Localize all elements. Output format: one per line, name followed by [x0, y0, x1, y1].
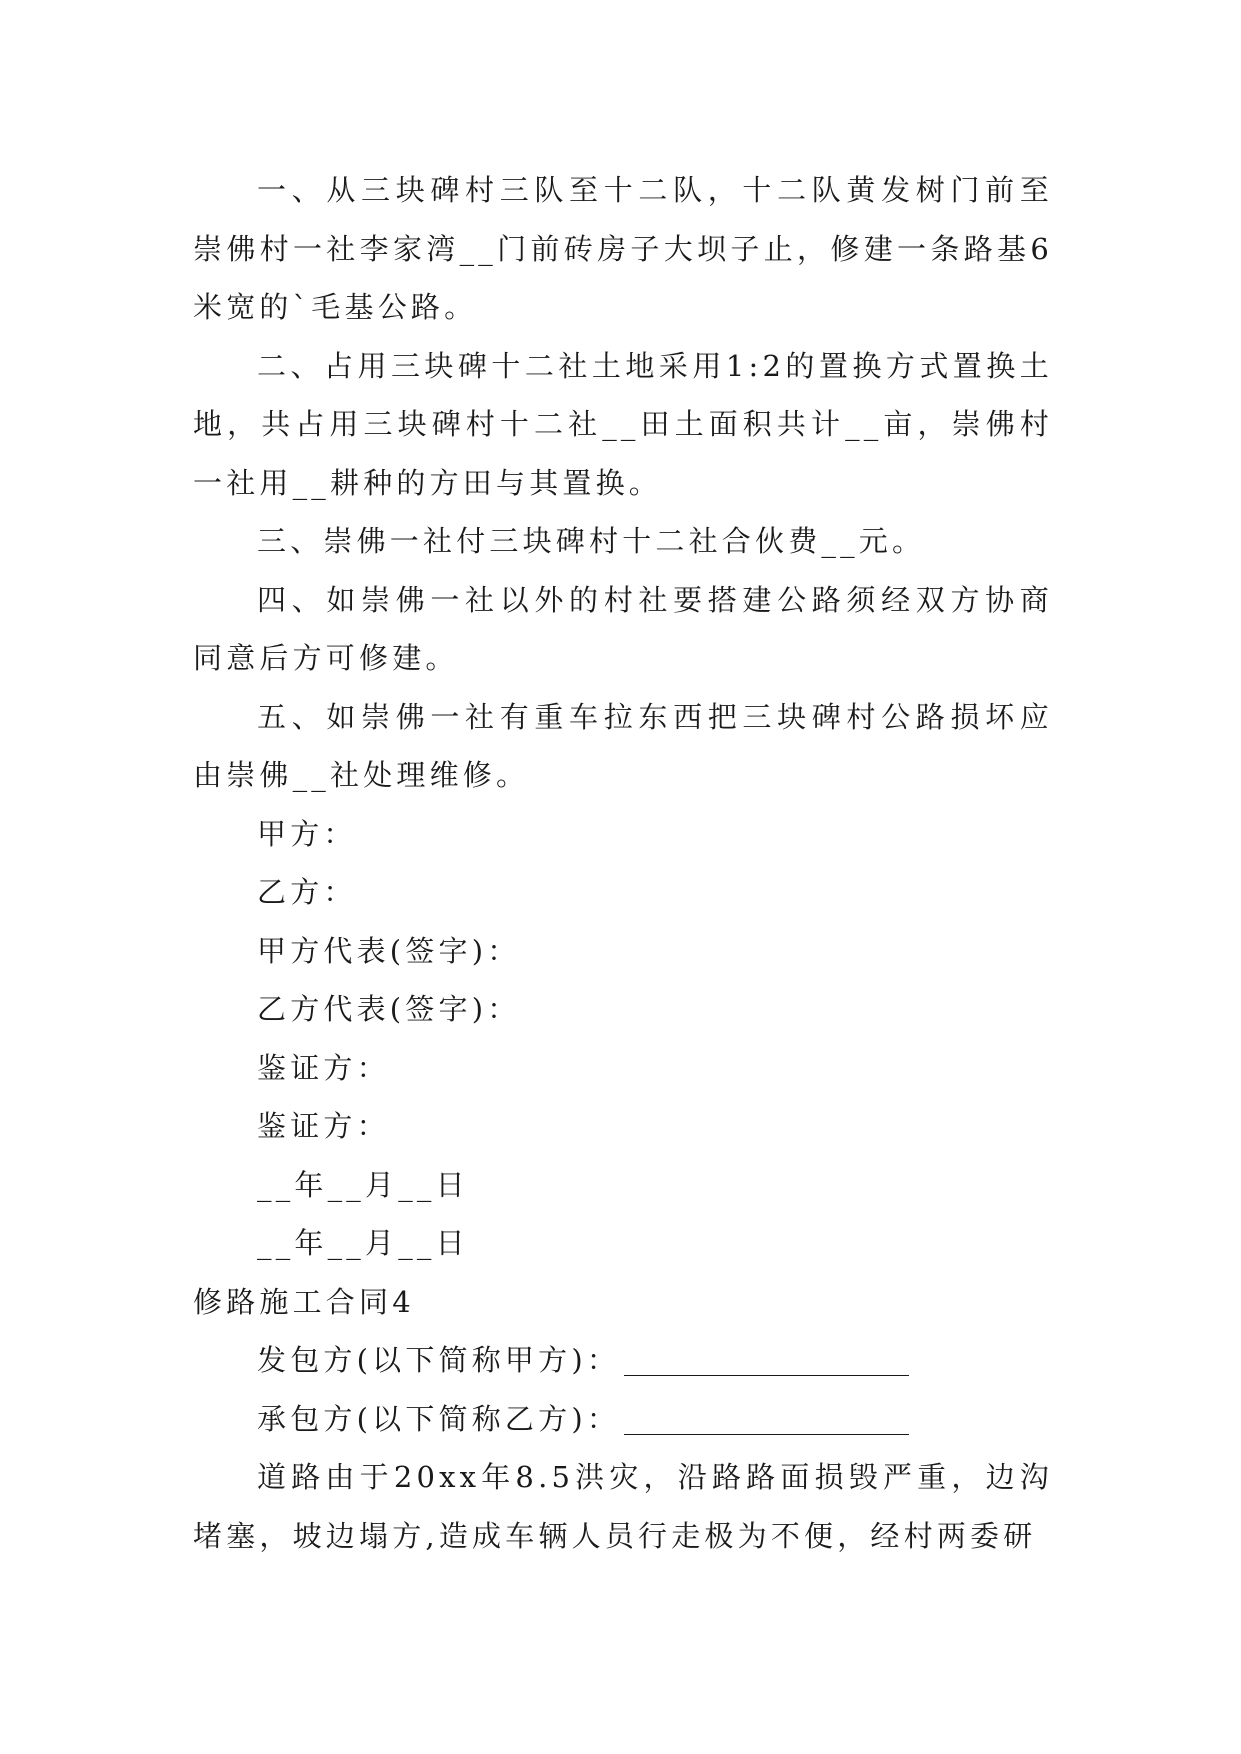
- contractor-blank-field: [624, 1404, 909, 1435]
- employer-line: [193, 1331, 1053, 1390]
- document-body: [193, 161, 1053, 1565]
- section-title: 修路施工合同4: [193, 1284, 415, 1319]
- contract4-intro: 道路由于20xx年8.5洪灾，沿路路面损毁严重，边沟堵塞，坡边塌方,造成车辆人员行走极为不便，经村两委研: [193, 1460, 1053, 1553]
- clause-1: 一、从三块碑村三队至十二队，十二队黄发树门前至崇佛村一社李家湾__门前砖房子大坝子止，修建一条路基6米宽的`毛基公路。: [193, 173, 1053, 324]
- contractor-label: 承包方(以下简称乙方)：: [257, 1401, 621, 1436]
- party-a-representative-label: 甲方代表(签字)：: [257, 933, 521, 968]
- clause-3: 三、崇佛一社付三块碑村十二社合伙费__元。: [257, 524, 926, 558]
- date-line-2: __年__月__日: [257, 1226, 469, 1260]
- clause-5: 五、如崇佛一社有重车拉东西把三块碑村公路损坏应由崇佛__社处理维修。: [193, 699, 1053, 792]
- party-b-label: 乙方：: [257, 875, 357, 909]
- clause-4: 四、如崇佛一社以外的村社要搭建公路须经双方协商同意后方可修建。: [193, 582, 1053, 675]
- employer-label: 发包方(以下简称甲方)：: [257, 1343, 621, 1377]
- party-b-representative-label: 乙方代表(签字)：: [257, 992, 521, 1026]
- contractor-line: [193, 1390, 1053, 1449]
- witness-label-1: 鉴证方：: [257, 1050, 390, 1085]
- clause-2: 二、占用三块碑十二社土地采用1:2的置换方式置换土地，共占用三块碑村十二社__田土面积共计__亩，崇佛村一社用__耕种的方田与其置换。: [193, 348, 1053, 500]
- witness-label-2: 鉴证方：: [257, 1109, 390, 1143]
- employer-blank-field: [624, 1345, 909, 1376]
- party-a-label: 甲方：: [257, 816, 357, 851]
- date-line-1: __年__月__日: [257, 1167, 469, 1202]
